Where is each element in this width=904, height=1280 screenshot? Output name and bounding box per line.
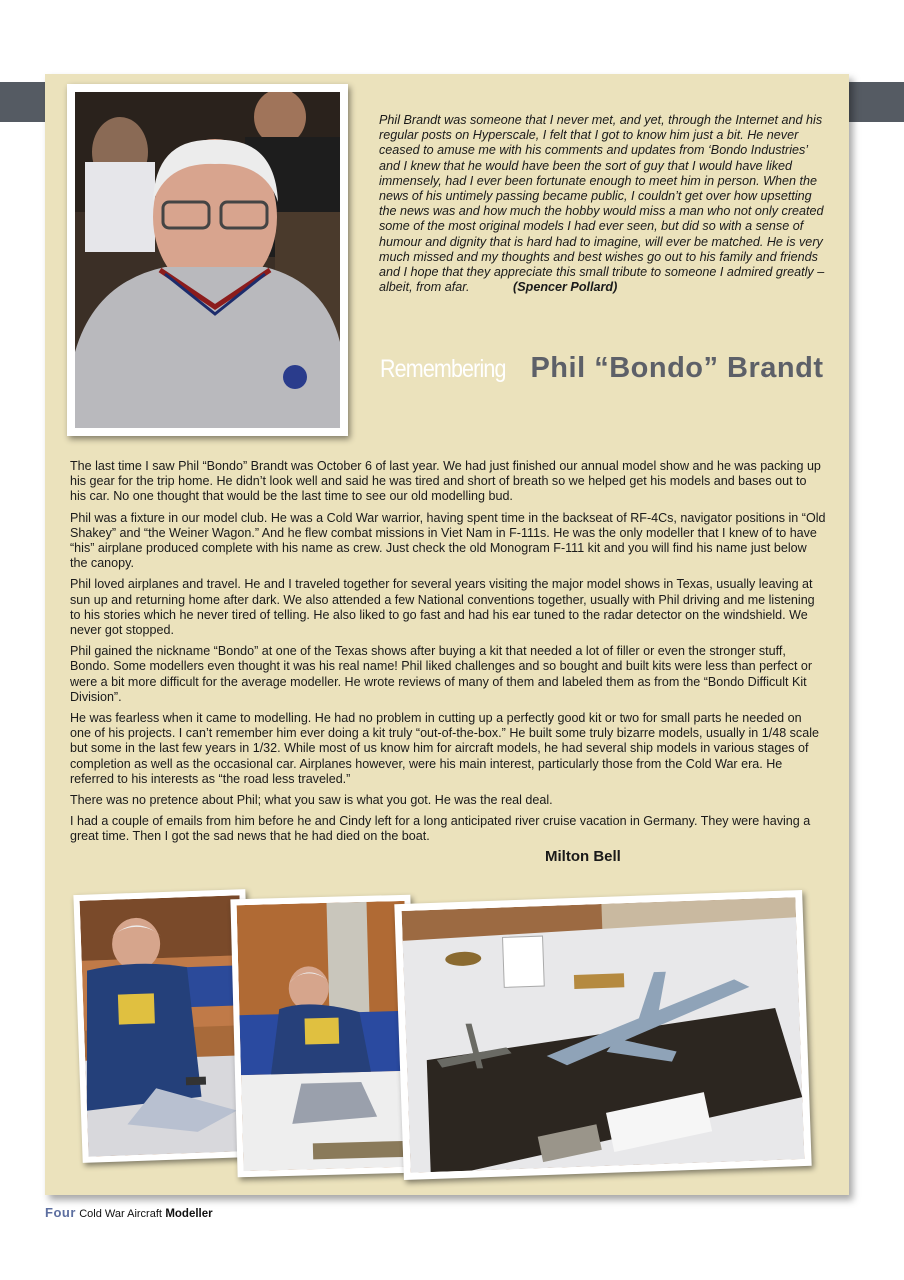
article-author: Milton Bell: [545, 848, 621, 865]
photo-model-display: [394, 890, 811, 1180]
page-title: [380, 352, 840, 385]
header-bar-right: [848, 82, 904, 122]
article-paragraph: The last time I saw Phil “Bondo” Brandt was October 6 of last year. We had just finished our annual model show and he was packing up his gear for the trip home. He didn’t look well and said he was tired and short of breath so we helped get his models and bases out to his car. No one thought that would be the last time to see our old modelling bud.: [70, 459, 821, 504]
page-footer: [45, 1205, 213, 1220]
tribute-signature: (Spencer Pollard): [513, 280, 618, 295]
magazine-name: Cold War Aircraft: [79, 1208, 162, 1220]
title-name: Phil “Bondo” Brandt: [530, 352, 824, 384]
magazine-name-bold: Modeller: [165, 1208, 213, 1220]
article-paragraph: I had a couple of emails from him before he and Cindy left for a long anticipated river cruise vacation in Germany. They were having a great time. Then I got the sad news that he had died on the boat.: [70, 814, 811, 844]
tribute-intro: [379, 113, 829, 295]
portrait-photo: [67, 84, 348, 436]
article-paragraph: There was no pretence about Phil; what you saw is what you got. He was the real deal.: [70, 793, 553, 808]
photo-model-show-2: [230, 895, 417, 1178]
header-bar-left: [0, 82, 46, 122]
tribute-text: Phil Brandt was someone that I never met, and yet, through the Internet and his regular posts on Hyperscale, I felt that I got to know him just a bit. He never ceased to amuse me with his comments and updates from ‘Bondo Industries’ and I knew that he would have been the sort of guy that I would have liked immensely, had I ever been fortunate enough to meet him in person. When the news of his untimely passing became public, I couldn’t get over how upsetting the news was and how much the hobby would miss a man who not only created some of the most original models I had ever seen, but did so with a sense of humour and dignity that is hard had to imagine, will ever be matched. He is very much missed and my thoughts and best wishes go out to his family and friends and I hope that they appreciate this small tribute to someone I admired greatly – albeit, from afar.: [379, 113, 825, 295]
article-paragraph: He was fearless when it came to modelling. He had no problem in cutting up a perfectly good kit or two for small parts he needed on one of his projects. I can’t remember him ever doing a kit truly “out-of-the-box.” He built some truly bizarre models, usually in 1/48 scale but some in the last few years in 1/32. While most of us know him for aircraft models, he had several ship models in various stages of completion as well as the occasional car. Airplanes however, were his main interest, particularly those from the Cold War era. He referred to his interests as “the road less traveled.”: [70, 711, 819, 786]
article-paragraph: Phil was a fixture in our model club. He was a Cold War warrior, having spent time in the backseat of RF-4Cs, navigator positions in “Old Shakey” and “the Weiner Wagon.” And he flew combat missions in Viet Nam in F-111s. He was the only modeller that I knew of to have “his” airplane produced complete with his name as crew. Just check the old Monogram F-111 kit and you will find his name just below the canopy.: [70, 510, 826, 571]
article-body: [70, 459, 826, 851]
page-number: Four: [45, 1205, 76, 1220]
photo-model-show-1: [73, 889, 254, 1163]
article-paragraph: Phil gained the nickname “Bondo” at one of the Texas shows after buying a kit that needed a lot of filler or even the stronger stuff, Bondo. Some modellers even thought it was his real name! Phil liked challenges and so bought and built kits were less than perfect or were a bit more difficult for the average modeller. He wrote reviews of many of them and labeled them as from the “Bondo Difficult Kit Division”.: [70, 644, 813, 704]
title-prefix: Remembering: [380, 355, 506, 383]
article-paragraph: Phil loved airplanes and travel. He and I traveled together for several years visiting the major model shows in Texas, usually leaving at sun up and returning home after dark. We also attended a few National conventions together, usually with Phil driving and me listening to his stories which he never tired of telling. He also liked to go fast and had his ear tuned to the radar detector on the windshield. We never got stopped.: [70, 577, 815, 638]
